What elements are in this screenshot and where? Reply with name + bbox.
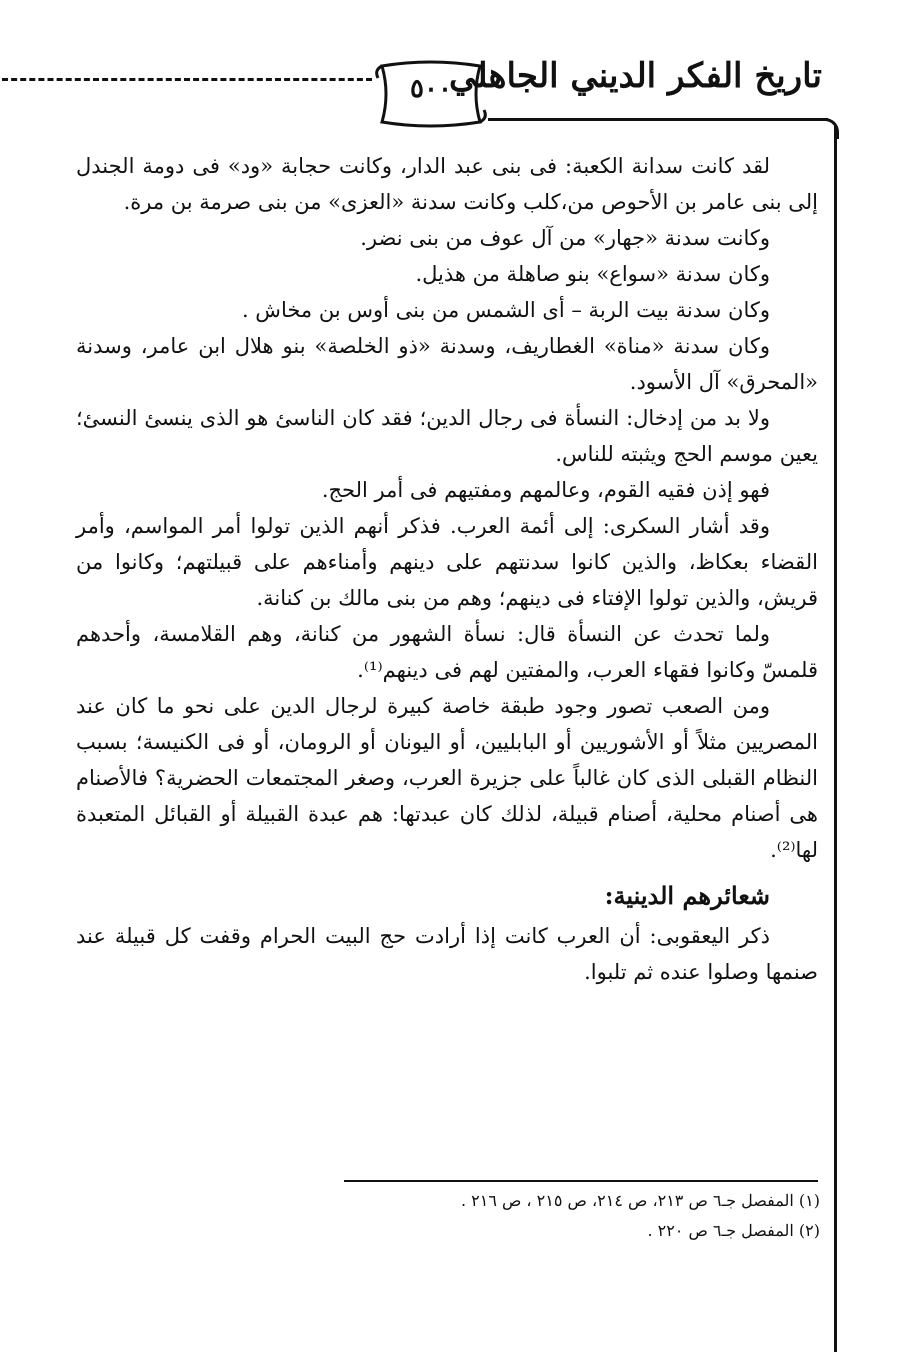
section-heading: شعائرهم الدينية: bbox=[604, 881, 770, 910]
paragraph: ومن الصعب تصور وجود طبقة خاصة كبيرة لرجال الدين على نحو ما كان عند المصريين مثلاً أو الأشوريين أو البابليين، أو اليونان أو الرومان، أو فى الكنيسة؛ بسبب النظام القبلى الذى كان غالباً على جزيرة العرب، وصغر المجتمعات الحضرية؟ فالأصنام هى أصنام محلية، أصنام قبيلة، لذلك كان عبدتها: هم عبدة القبيلة أو القبائل المتعبدة لها⁽²⁾. bbox=[76, 694, 818, 862]
paragraph: لقد كانت سدانة الكعبة: فى بنى عبد الدار، وكانت حجابة «ود» فى دومة الجندل إلى بنى عامر بن الأحوص من،كلب وكانت سدنة «العزى» من بنى صرمة بن مرة. bbox=[76, 154, 818, 214]
frame-right-line bbox=[834, 126, 837, 1352]
header-dashed-line bbox=[2, 78, 372, 81]
footnote-separator bbox=[344, 1180, 818, 1182]
footnote: (١) المفصل جـ٦ ص ٢١٣، ص ٢١٤، ص ٢١٥ ، ص ٢١٦ . bbox=[460, 1191, 820, 1210]
paragraph: فهو إذن فقيه القوم، وعالمهم ومفتيهم فى أمر الحج. bbox=[321, 478, 770, 502]
page-number: ٥٠٠ bbox=[410, 74, 452, 104]
paragraph: ولا بد من إدخال: النسأة فى رجال الدين؛ فقد كان الناسئ هو الذى ينسئ النسئ؛ يعين موسم الحج ويثبته للناس. bbox=[76, 406, 818, 466]
paragraph: ذكر اليعقوبى: أن العرب كانت إذا أرادت حج البيت الحرام وقفت كل قبيلة عند صنمها وصلوا عنده ثم تلبوا. bbox=[76, 924, 818, 984]
paragraph: وكان سدنة «سواع» بنو صاهلة من هذيل. bbox=[415, 262, 770, 286]
footnote: (٢) المفصل جـ٦ ص ٢٢٠ . bbox=[647, 1221, 820, 1240]
main-text bbox=[76, 148, 818, 990]
paragraph: وكانت سدنة «جهار» من آل عوف من بنى نضر. bbox=[360, 226, 770, 250]
running-header-title: تاريخ الفكر الديني الجاهلي bbox=[448, 56, 822, 96]
paragraph: وقد أشار السكرى: إلى أئمة العرب. فذكر أنهم الذين تولوا أمر المواسم، وأمر القضاء بعكاظ، والذين كانوا سدنتهم على دينهم وأمناءهم على قبيلتهم؛ وكانوا من قريش، والذين تولوا الإفتاء فى دينهم؛ وهم من بنى مالك بن كنانة. bbox=[76, 514, 818, 610]
paragraph: وكان سدنة بيت الربة – أى الشمس من بنى أوس بن مخاش . bbox=[241, 298, 770, 322]
paragraph: ولما تحدث عن النسأة قال: نسأة الشهور من كنانة، وهم القلامسة، وأحدهم قلمسّ وكانوا فقهاء العرب، والمفتين لهم فى دينهم⁽¹⁾. bbox=[76, 622, 818, 682]
paragraph: وكان سدنة «مناة» الغطاريف، وسدنة «ذو الخلصة» بنو هلال ابن عامر، وسدنة «المحرق» آل الأسود. bbox=[76, 334, 818, 394]
footnotes bbox=[344, 1186, 820, 1246]
frame-top-line bbox=[488, 118, 828, 121]
